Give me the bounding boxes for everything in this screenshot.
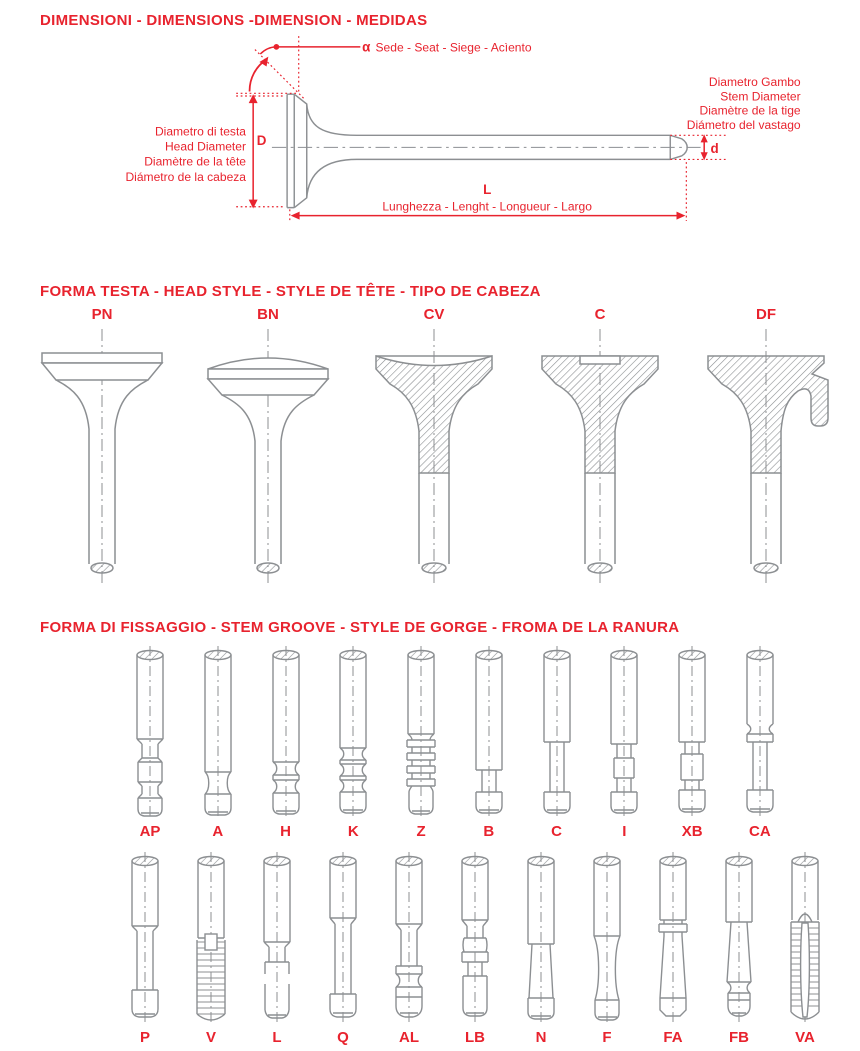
stem-groove-ca — [727, 644, 793, 840]
stem-groove-row-2 — [112, 850, 836, 1046]
stem-groove-l-drawing — [244, 850, 310, 1028]
head-style-cv — [358, 304, 510, 591]
stem-groove-q — [310, 850, 376, 1046]
stem-groove-b — [456, 644, 522, 840]
stem-diameter-label-3: Diamètre de la tige — [699, 103, 801, 118]
alpha-symbol: α — [362, 39, 371, 55]
stem-diameter-label-4: Diámetro del vastago — [686, 118, 801, 133]
head-style-row — [26, 304, 842, 591]
stem-groove-ap — [117, 644, 183, 840]
head-style-section — [0, 283, 860, 591]
head-style-c — [524, 304, 676, 591]
seat-label: Sede - Seat - Siege - Acìento — [375, 40, 532, 55]
stem-groove-label: LB — [465, 1029, 485, 1046]
stem-groove-label: B — [483, 823, 495, 840]
stem-groove-lb-drawing — [442, 850, 508, 1028]
stem-groove-ca-drawing — [727, 644, 793, 822]
dimension-arrowheads — [249, 44, 708, 220]
stem-groove-xb — [659, 644, 725, 840]
stem-groove-al-drawing — [376, 850, 442, 1028]
stem-groove-label: AP — [139, 823, 161, 840]
stem-groove-label: CA — [749, 823, 771, 840]
stem-groove-va — [772, 850, 838, 1046]
stem-groove-k-drawing — [320, 644, 386, 822]
stem-groove-b-drawing — [456, 644, 522, 822]
head-style-label: BN — [257, 306, 279, 323]
head-style-pn-drawing — [26, 323, 178, 591]
stem-groove-v-drawing — [178, 850, 244, 1028]
stem-groove-label: FB — [729, 1029, 749, 1046]
stem-groove-a — [185, 644, 251, 840]
stem-groove-fb-drawing — [706, 850, 772, 1028]
stem-groove-label: N — [535, 1029, 547, 1046]
stem-groove-f — [574, 850, 640, 1046]
head-style-label: PN — [91, 306, 113, 323]
dimensions-title: DIMENSIONI - DIMENSIONS -DIMENSION - MEDIDAS — [40, 12, 428, 29]
head-style-label: C — [594, 306, 606, 323]
stem-groove-n-drawing — [508, 850, 574, 1028]
head-style-label: CV — [423, 306, 445, 323]
head-style-df — [690, 304, 842, 591]
stem-groove-row-1 — [117, 644, 793, 840]
length-symbol: L — [483, 182, 492, 198]
head-diameter-symbol: D — [256, 133, 267, 149]
stem-groove-label: XB — [681, 823, 703, 840]
stem-groove-label: VA — [795, 1029, 815, 1046]
stem-groove-z-drawing — [388, 644, 454, 822]
valve-dimension-diagram — [0, 29, 860, 263]
stem-groove-lb — [442, 850, 508, 1046]
stem-groove-label: I — [622, 823, 627, 840]
head-diameter-label-3: Diamètre de la tête — [144, 154, 247, 169]
stem-groove-label: FA — [663, 1029, 683, 1046]
head-style-title: FORMA TESTA - HEAD STYLE - STYLE DE TÊTE - TIPO DE CABEZA — [40, 283, 541, 300]
stem-groove-i-drawing — [591, 644, 657, 822]
stem-groove-fb — [706, 850, 772, 1046]
stem-groove-label: P — [139, 1029, 150, 1046]
head-style-label: DF — [756, 306, 776, 323]
stem-groove-fa-drawing — [640, 850, 706, 1028]
stem-groove-q-drawing — [310, 850, 376, 1028]
stem-groove-k — [320, 644, 386, 840]
stem-groove-label: K — [347, 823, 359, 840]
head-diameter-label-4: Diámetro de la cabeza — [125, 169, 247, 184]
stem-groove-fa — [640, 850, 706, 1046]
head-style-pn — [26, 304, 178, 591]
stem-groove-i — [591, 644, 657, 840]
head-style-df-drawing — [690, 323, 842, 591]
dimension-lines — [236, 36, 726, 221]
stem-diameter-label-1: Diametro Gambo — [708, 75, 801, 90]
stem-groove-h-drawing — [253, 644, 319, 822]
stem-groove-ap-drawing — [117, 644, 183, 822]
stem-groove-v — [178, 850, 244, 1046]
head-style-bn-drawing — [192, 323, 344, 591]
stem-groove-c — [524, 644, 590, 840]
length-label: Lunghezza - Lenght - Longueur - Largo — [382, 199, 592, 214]
seat-reference-dot — [274, 44, 280, 50]
stem-groove-f-drawing — [574, 850, 640, 1028]
stem-groove-label: L — [272, 1029, 282, 1046]
stem-groove-n — [508, 850, 574, 1046]
stem-groove-c-drawing — [524, 644, 590, 822]
stem-diameter-label-2: Stem Diameter — [720, 89, 801, 104]
stem-groove-label: Q — [337, 1029, 349, 1046]
stem-groove-va-drawing — [772, 850, 838, 1028]
stem-groove-h — [253, 644, 319, 840]
head-diameter-label-2: Head Diameter — [164, 139, 247, 154]
stem-groove-l — [244, 850, 310, 1046]
head-diameter-label-1: Diametro di testa — [154, 124, 247, 139]
stem-groove-section — [0, 619, 860, 1046]
stem-groove-label: A — [212, 823, 224, 840]
head-style-cv-drawing — [358, 323, 510, 591]
stem-groove-xb-drawing — [659, 644, 725, 822]
stem-diameter-symbol: d — [710, 141, 719, 157]
stem-groove-label: Z — [416, 823, 426, 840]
stem-groove-p-drawing — [112, 850, 178, 1028]
stem-groove-z — [388, 644, 454, 840]
stem-groove-label: H — [280, 823, 291, 840]
stem-groove-label: F — [602, 1029, 612, 1046]
stem-groove-label: AL — [399, 1029, 419, 1046]
dimensions-section — [0, 0, 860, 263]
head-style-c-drawing — [524, 323, 676, 591]
stem-groove-label: V — [205, 1029, 216, 1046]
stem-groove-al — [376, 850, 442, 1046]
stem-groove-label: C — [551, 823, 563, 840]
stem-groove-p — [112, 850, 178, 1046]
stem-groove-title: FORMA DI FISSAGGIO - STEM GROOVE - STYLE DE GORGE - FROMA DE LA RANURA — [40, 619, 680, 636]
stem-groove-a-drawing — [185, 644, 251, 822]
head-style-bn — [192, 304, 344, 591]
